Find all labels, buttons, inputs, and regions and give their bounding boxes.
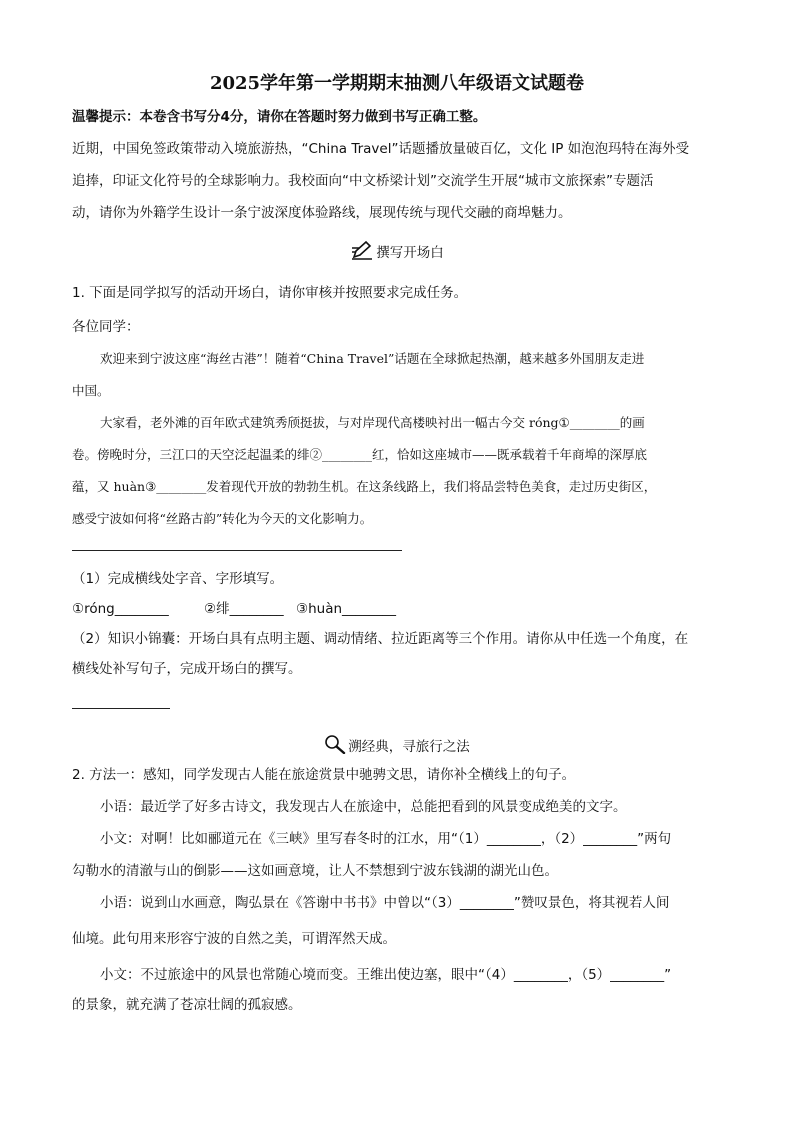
blank-1[interactable]: ①róng________ [72, 601, 169, 617]
dialogue-line: 小文：不过旅途中的风景也常随心境而变。王维出使边塞，眼中“（4）________，（5）________” [100, 967, 672, 983]
dialogue-line: 勾勒水的清澈与山的倒影——这如画意境，让人不禁想到宁波东钱湖的湖光山色。 [72, 863, 558, 879]
magnifier-icon [324, 734, 346, 754]
speech-line: 蕴，又 huàn③________发着现代开放的勃勃生机。在这条线路上，我们将品尝特色美食，走过历史街区， [72, 479, 657, 494]
sub-question-2: （2）知识小锦囊：开场白具有点明主题、调动情绪、拉近距离等三个作用。请你从中任选一个角度，在 [72, 631, 689, 647]
notice: 温馨提示：本卷含书写分4分，请你在答题时努力做到书写正确工整。 [72, 109, 487, 125]
section-heading-classics [0, 734, 794, 756]
dialogue-line: 小文：对啊！比如郦道元在《三峡》里写春冬时的江水，用“（1）________，（2）________”两句 [100, 831, 672, 847]
blank-2[interactable]: ②绯________ [204, 601, 284, 617]
section-heading-opening [0, 240, 794, 262]
question-2-stem: 2. 方法一：感知，同学发现古人能在旅途赏景中驰骋文思，请你补全横线上的句子。 [72, 767, 576, 783]
sub-question-2: 横线处补写句子，完成开场白的撰写。 [72, 661, 302, 677]
speech-line: 欢迎来到宁波这座“海丝古港”！随着“China Travel”话题在全球掀起热潮，越来越多外国朋友走进 [100, 351, 645, 366]
intro-line: 动，请你为外籍学生设计一条宁波深度体验路线，展现传统与现代交融的商埠魅力。 [72, 205, 572, 221]
section-label: 溯经典，寻旅行之法 [348, 739, 470, 755]
answer-line[interactable] [72, 550, 402, 551]
dialogue-line: 的景象，就充满了苍凉壮阔的孤寂感。 [72, 997, 302, 1013]
dialogue-line: 小语：说到山水画意，陶弘景在《答谢中书书》中曾以“（3）________”赞叹景色，将其视若人间 [100, 895, 670, 911]
dialogue-line: 小语：最近学了好多古诗文，我发现古人在旅途中，总能把看到的风景变成绝美的文字。 [100, 799, 627, 815]
speech-line: 感受宁波如何将“丝路古韵”转化为今天的文化影响力。 [72, 511, 373, 526]
greeting: 各位同学： [72, 319, 140, 335]
speech-line: 中国。 [72, 383, 110, 398]
page-title: 2025学年第一学期期末抽测八年级语文试题卷 [209, 73, 585, 94]
dialogue-line: 仙境。此句用来形容宁波的自然之美，可谓浑然天成。 [72, 931, 396, 947]
question-1-stem: 1. 下面是同学拟写的活动开场白，请你审核并按照要求完成任务。 [72, 285, 468, 301]
sub-question-1: （1）完成横线处字音、字形填写。 [72, 571, 284, 587]
speech-line: 大家看，老外滩的百年欧式建筑秀颀挺拔，与对岸现代高楼映衬出一幅古今交 róng①________的画 [100, 415, 645, 430]
blank-3[interactable]: ③huàn________ [296, 601, 397, 617]
answer-line[interactable] [72, 708, 170, 709]
intro-line: 追捧，印证文化符号的全球影响力。我校面向“中文桥梁计划”交流学生开展“城市文旅探索”专题活 [72, 173, 654, 189]
intro-line: 近期，中国免签政策带动入境旅游热，“China Travel”话题播放量破百亿，文化 IP 如泡泡玛特在海外受 [72, 141, 690, 157]
section-label: 撰写开场白 [376, 245, 444, 261]
pen-icon [350, 240, 374, 260]
speech-line: 卷。傍晚时分，三江口的天空泛起温柔的绯②________红，恰如这座城市——既承载着千年商埠的深厚底 [72, 447, 648, 462]
